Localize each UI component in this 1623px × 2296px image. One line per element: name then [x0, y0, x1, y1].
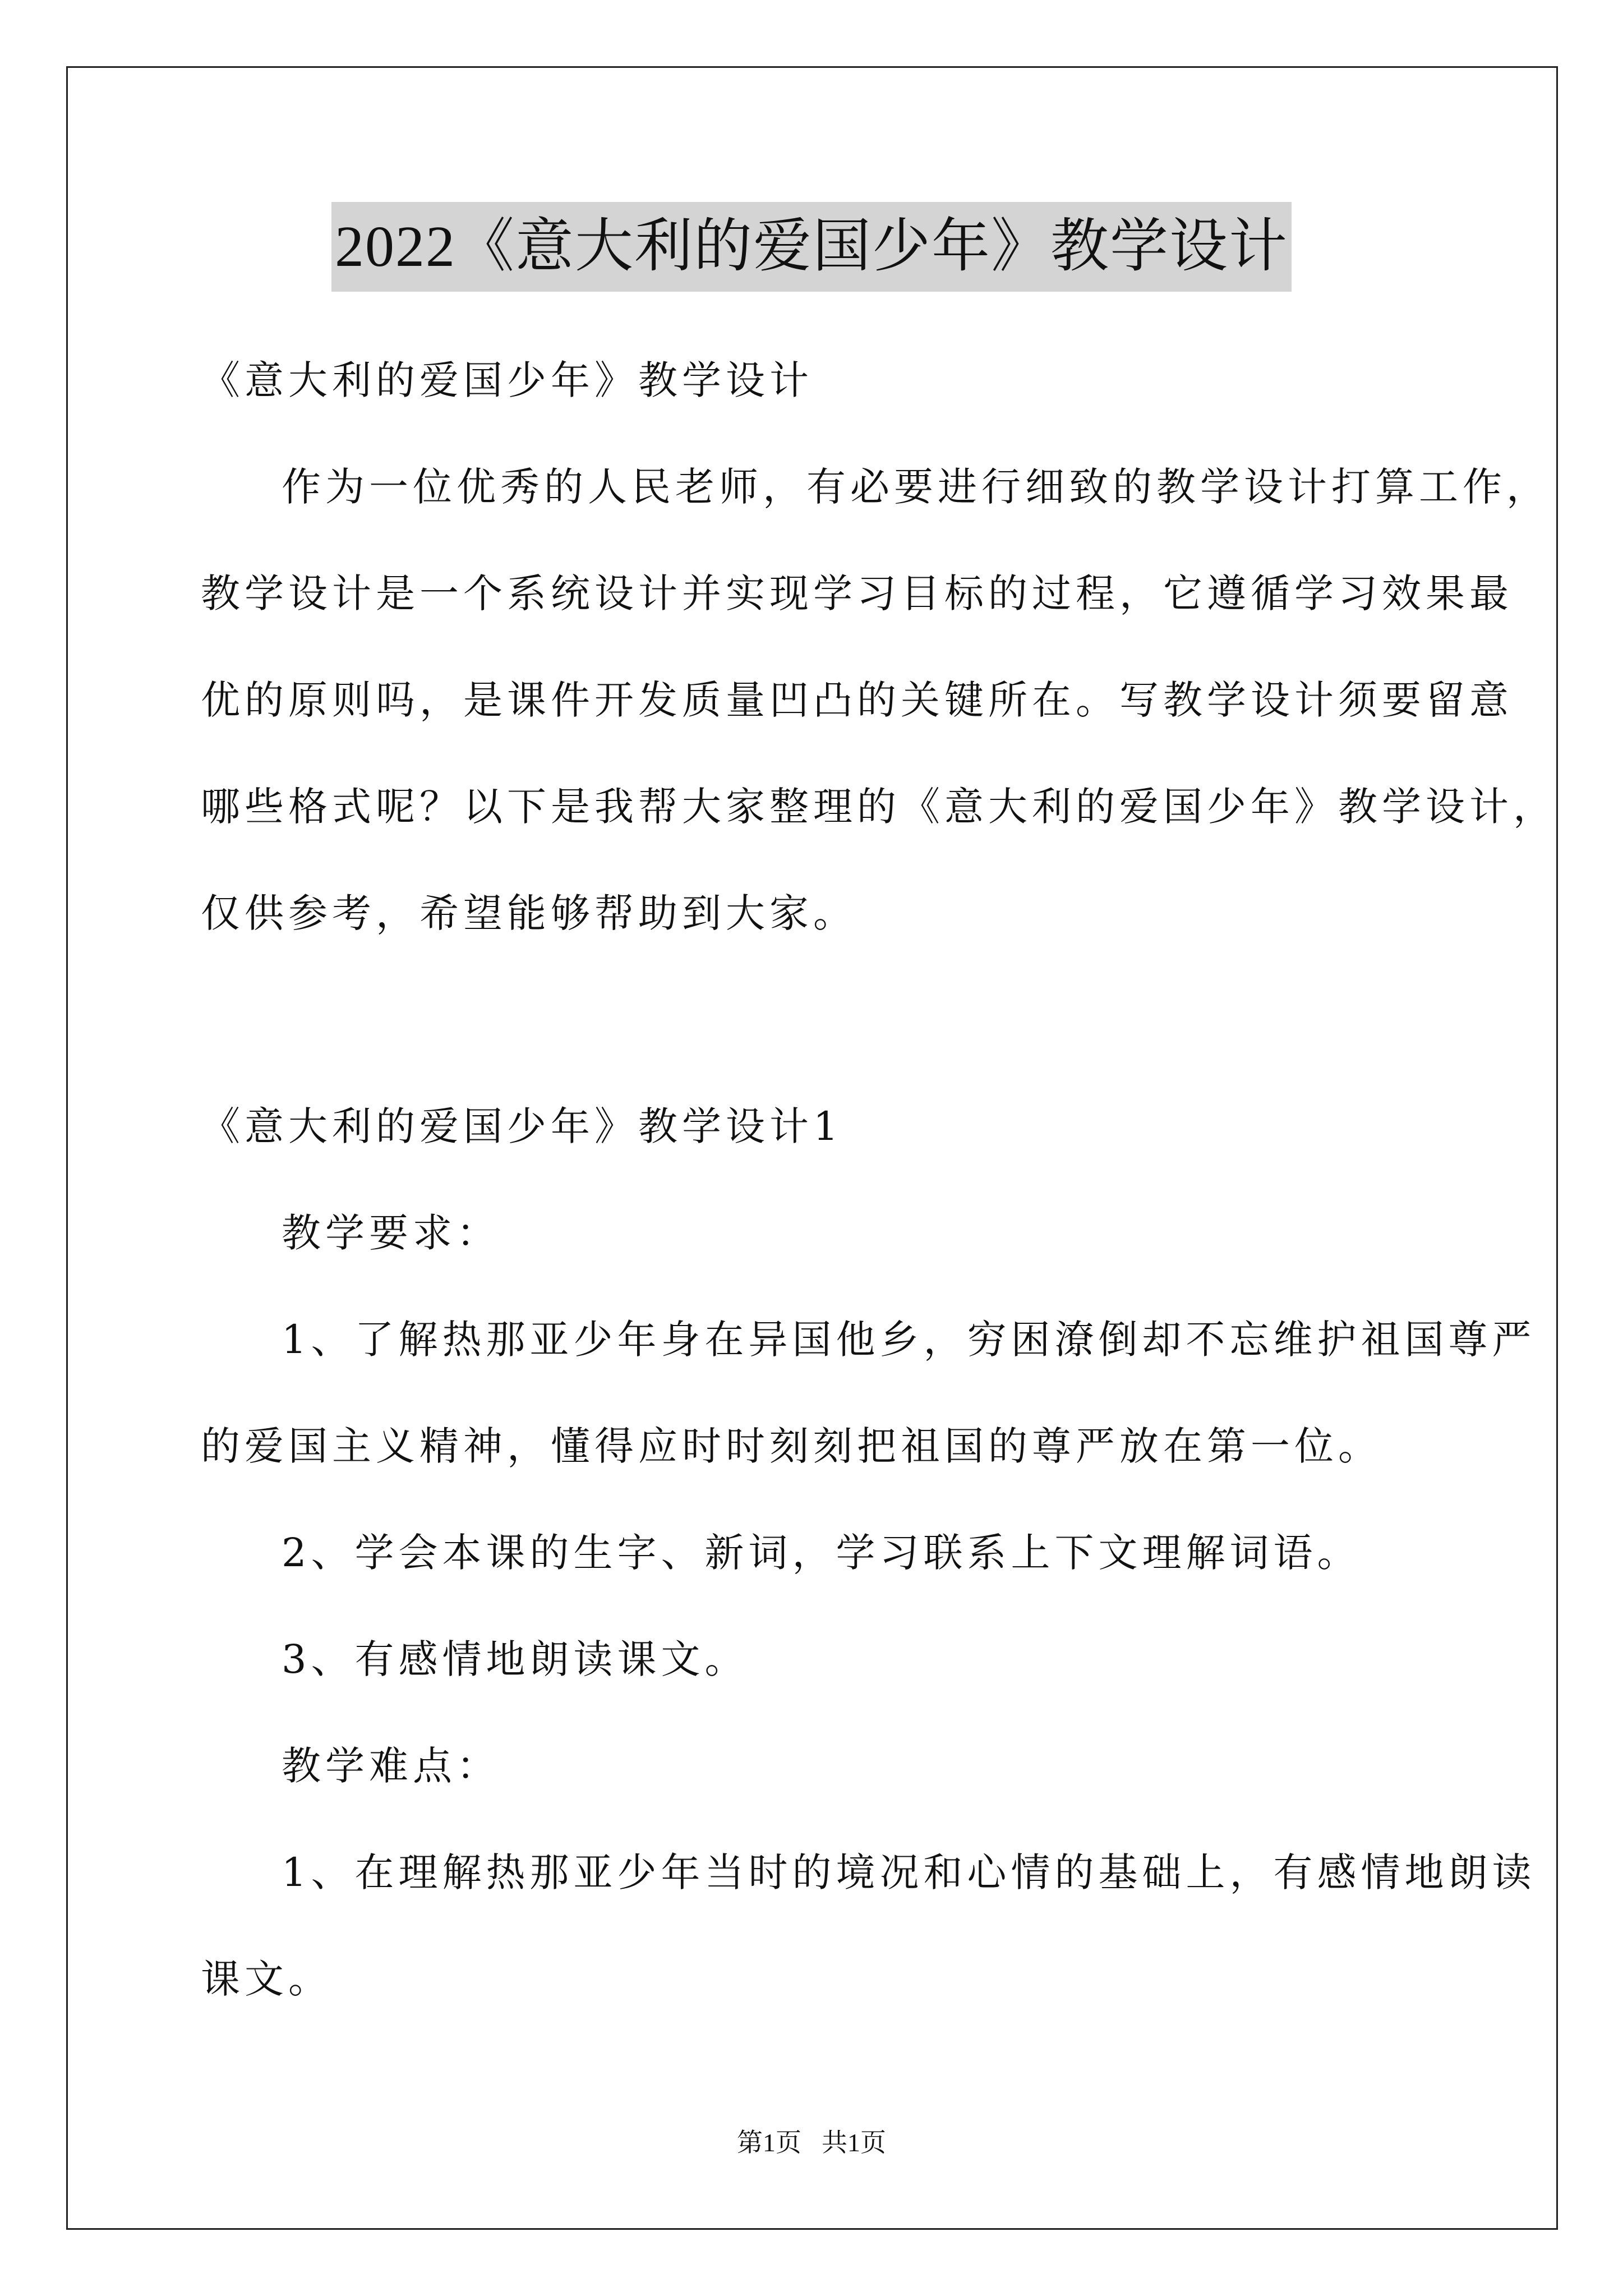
- intro-line-2: 教学设计是一个系统设计并实现学习目标的过程，它遵循学习效果最: [201, 570, 1513, 616]
- section-heading: 《意大利的爱国少年》教学设计1: [201, 1103, 843, 1149]
- title-container: [0, 202, 1623, 292]
- intro-line-1: 作为一位优秀的人民老师，有必要进行细致的教学设计打算工作，: [282, 464, 1550, 510]
- requirement-1-line-1: 1、了解热那亚少年身在异国他乡，穷困潦倒却不忘维护祖国尊严: [282, 1317, 1536, 1363]
- page-footer: [0, 2126, 1623, 2160]
- subtitle: 《意大利的爱国少年》教学设计: [201, 357, 813, 403]
- page-number: 第1页: [737, 2128, 801, 2157]
- intro-line-3: 优的原则吗，是课件开发质量凹凸的关键所在。写教学设计须要留意: [201, 677, 1513, 723]
- intro-line-4: 哪些格式呢？以下是我帮大家整理的《意大利的爱国少年》教学设计，: [201, 784, 1557, 830]
- requirement-2: 2、学会本课的生字、新词，学习联系上下文理解词语。: [282, 1530, 1361, 1576]
- requirement-1-line-2: 的爱国主义精神，懂得应时时刻刻把祖国的尊严放在第一位。: [201, 1423, 1382, 1469]
- difficulty-1-line-2: 课文。: [201, 1956, 332, 2002]
- intro-line-5: 仅供参考，希望能够帮助到大家。: [201, 890, 857, 936]
- difficulty-1-line-1: 1、在理解热那亚少年当时的境况和心情的基础上，有感情地朗读: [282, 1849, 1536, 1895]
- difficulty-heading: 教学难点：: [282, 1743, 500, 1789]
- document-title: 2022《意大利的爱国少年》教学设计: [331, 202, 1292, 292]
- requirement-3: 3、有感情地朗读课文。: [282, 1636, 749, 1682]
- requirements-heading: 教学要求：: [282, 1210, 500, 1256]
- page-total: 共1页: [822, 2128, 886, 2157]
